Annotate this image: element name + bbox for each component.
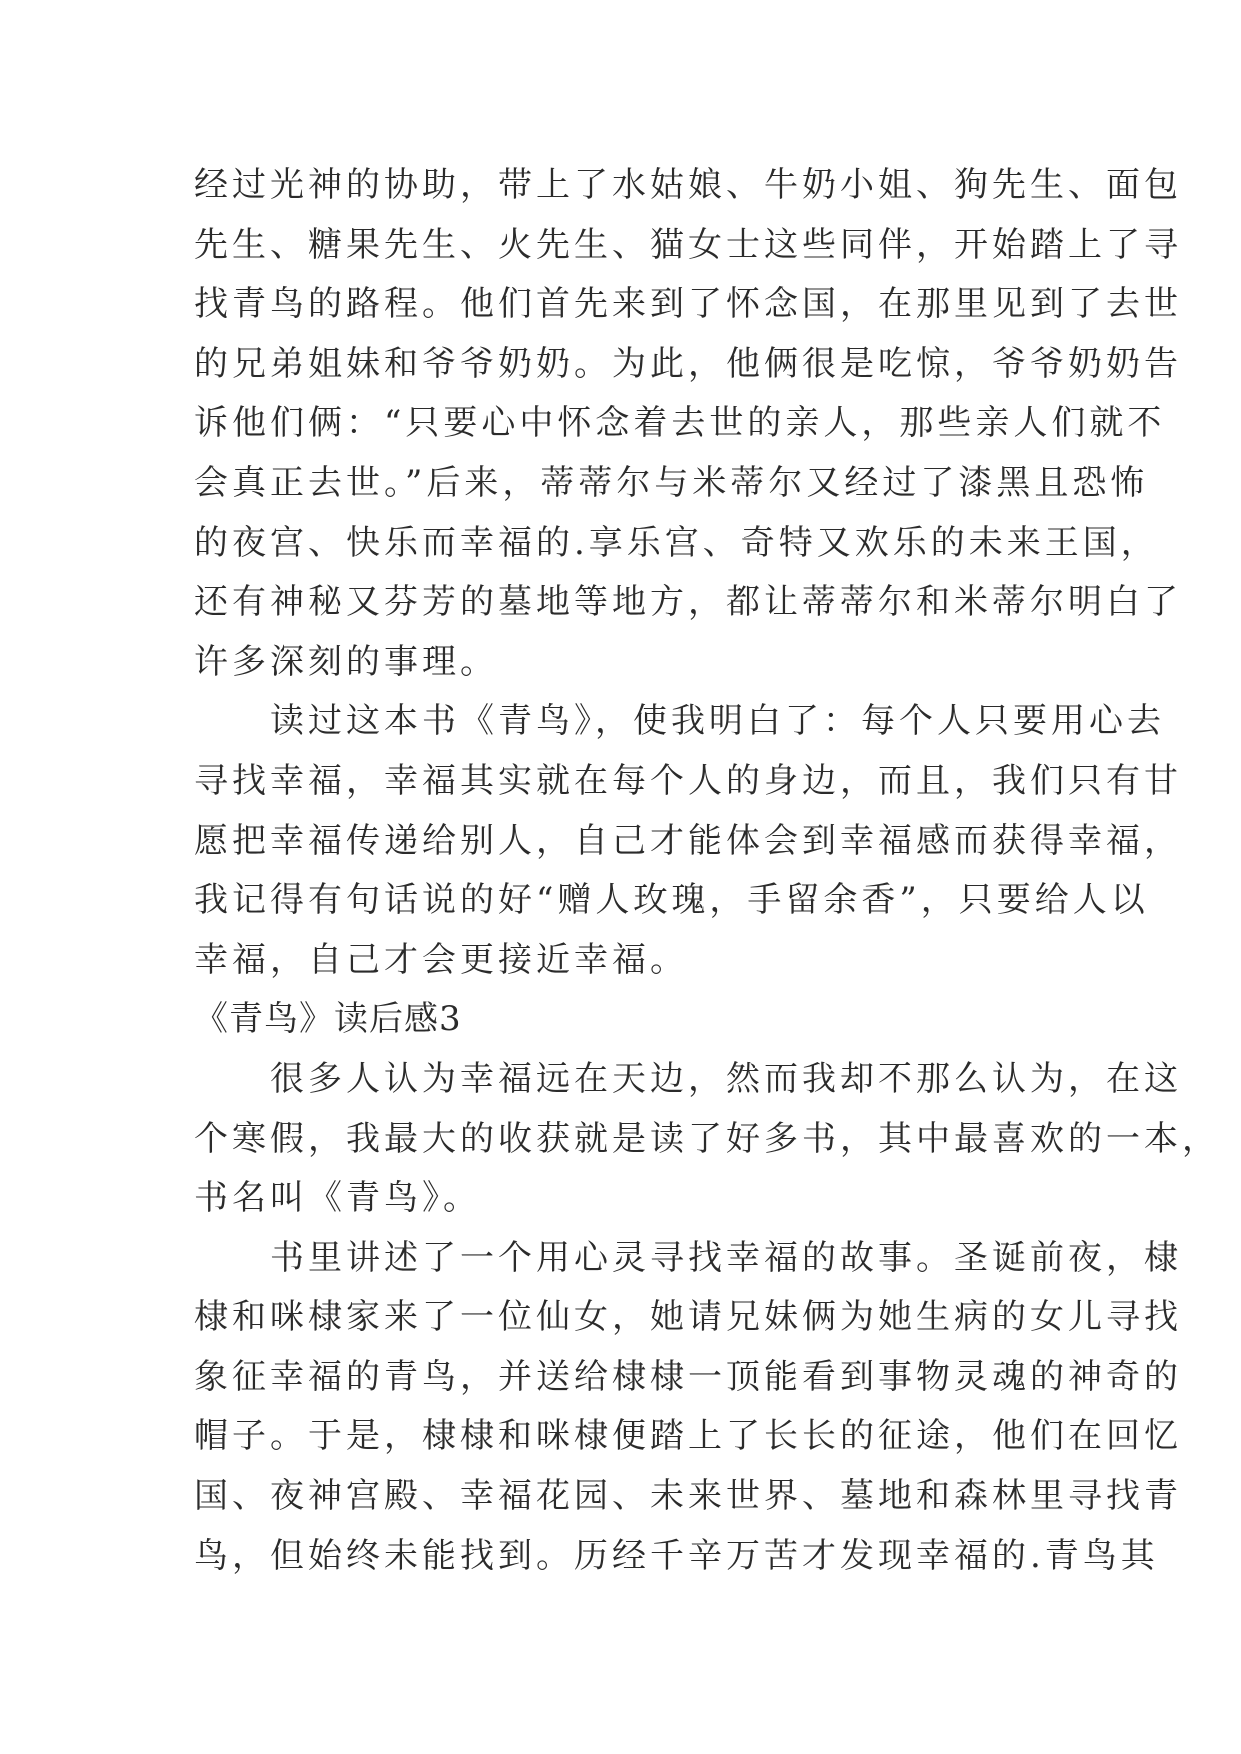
paragraph-line: 找青鸟的路程。他们首先来到了怀念国，在那里见到了去世 — [194, 284, 1182, 325]
paragraph-line: 许多深刻的事理。 — [194, 641, 498, 682]
paragraph-line: 个寒假，我最大的收获就是读了好多书，其中最喜欢的一本， — [194, 1118, 1220, 1159]
paragraph-line: 书里讲述了一个用心灵寻找幸福的故事。圣诞前夜，棣 — [194, 1237, 1182, 1278]
paragraph-line: 国、夜神宫殿、幸福花园、未来世界、墓地和森林里寻找青 — [194, 1476, 1182, 1517]
paragraph-line: 诉他们俩：“只要心中怀念着去世的亲人，那些亲人们就不 — [194, 403, 1166, 444]
paragraph-line: 帽子。于是，棣棣和咪棣便踏上了长长的征途，他们在回忆 — [194, 1416, 1182, 1457]
paragraph-line: 很多人认为幸福远在天边，然而我却不那么认为，在这 — [194, 1058, 1182, 1099]
paragraph-line: 书名叫《青鸟》。 — [194, 1178, 481, 1219]
paragraph-line: 的兄弟姐妹和爷爷奶奶。为此，他俩很是吃惊，爷爷奶奶告 — [194, 343, 1182, 384]
paragraph-line: 鸟，但始终未能找到。历经千辛万苦才发现幸福的.青鸟其 — [194, 1535, 1159, 1576]
section-title: 《青鸟》读后感3 — [194, 999, 462, 1040]
paragraph-line: 愿把幸福传递给别人，自己才能体会到幸福感而获得幸福， — [194, 820, 1182, 861]
paragraph-line: 的夜宫、快乐而幸福的.享乐宫、奇特又欢乐的未来王国， — [194, 522, 1159, 563]
paragraph-line: 幸福，自己才会更接近幸福。 — [194, 939, 688, 980]
paragraph-line: 读过这本书《青鸟》，使我明白了：每个人只要用心去 — [194, 701, 1165, 742]
document-body — [194, 156, 1220, 1586]
paragraph-line: 我记得有句话说的好“赠人玫瑰，手留余香”，只要给人以 — [194, 880, 1149, 921]
paragraph-line: 还有神秘又芬芳的墓地等地方，都让蒂蒂尔和米蒂尔明白了 — [194, 582, 1182, 623]
paragraph-line: 先生、糖果先生、火先生、猫女士这些同伴，开始踏上了寻 — [194, 224, 1182, 265]
paragraph-line: 寻找幸福，幸福其实就在每个人的身边，而且，我们只有甘 — [194, 760, 1182, 801]
paragraph-line: 会真正去世。”后来，蒂蒂尔与米蒂尔又经过了漆黑且恐怖 — [194, 462, 1149, 503]
paragraph-line: 经过光神的协助，带上了水姑娘、牛奶小姐、狗先生、面包 — [194, 165, 1182, 205]
paragraph-line: 象征幸福的青鸟，并送给棣棣一顶能看到事物灵魂的神奇的 — [194, 1356, 1182, 1397]
paragraph-line: 棣和咪棣家来了一位仙女，她请兄妹俩为她生病的女儿寻找 — [194, 1297, 1182, 1338]
